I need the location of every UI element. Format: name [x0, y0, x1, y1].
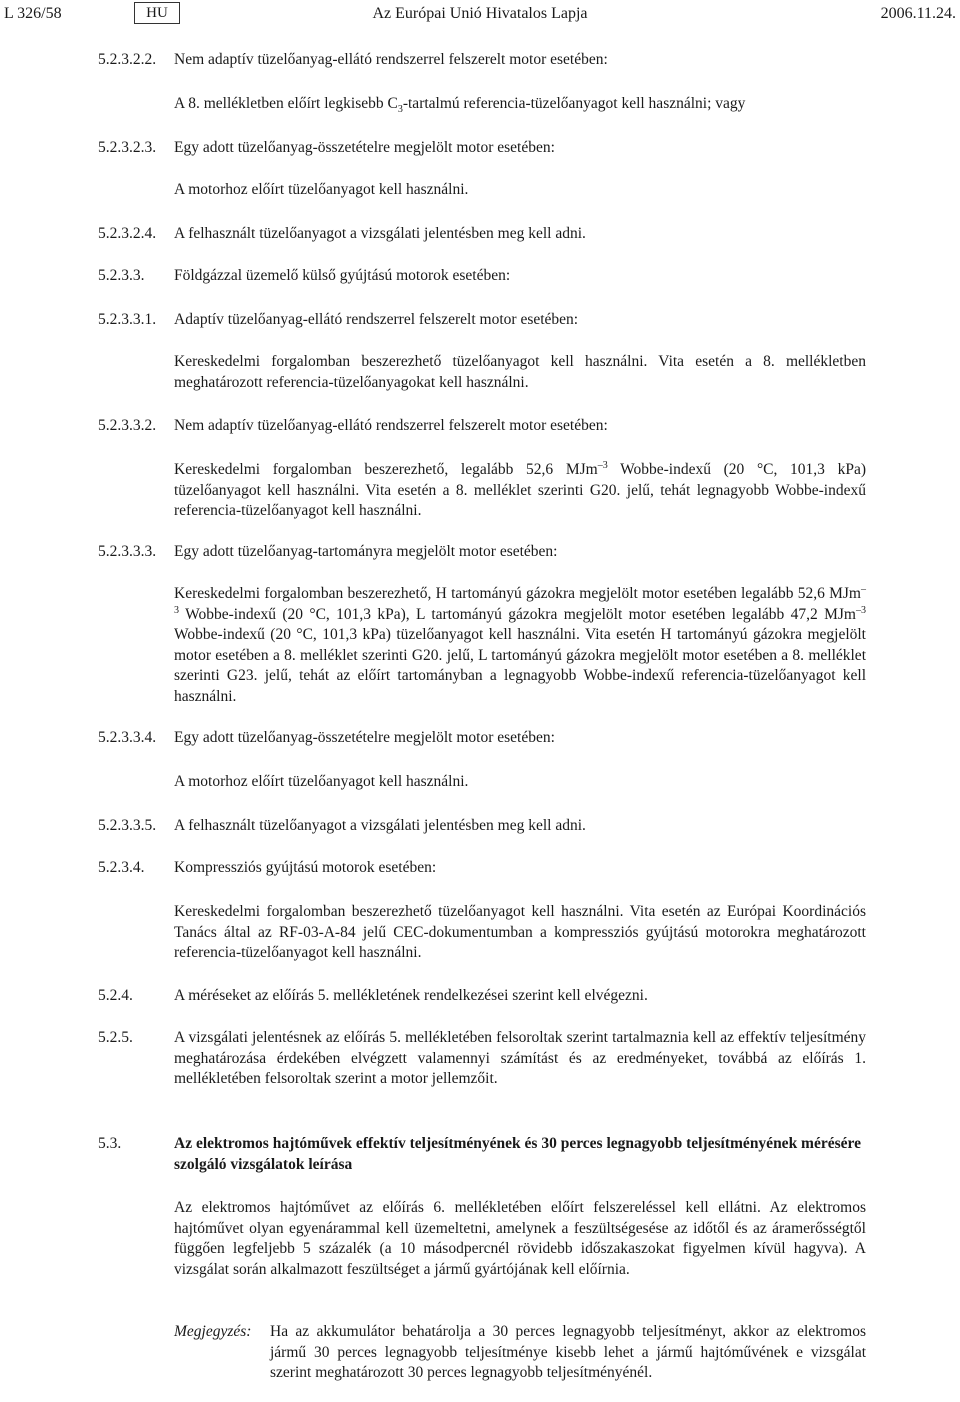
paragraph: Kereskedelmi forgalomban beszerezhető, H tartományú gázokra megjelölt motor esetében legalább 52,6 MJm$^{-3}$ Wobbe-indexű (20 °C, 101,3 kPa), L tartományú gázokra megjelölt motor esetében legalább 47,2 MJm$^{-3}$ Wobbe-indexű (20 °C, 101,3 kPa) tüzelőanyagot kell használni. Vita esetén H tartományú gázokra megjelölt motor esetében a 8. melléklet szerinti G20. jelű, L tartományú gázokra megjelölt motor esetében a 8. melléklet szerinti G23. jelű, tehát az előírt tartományban a legnagyobb Wobbe-indexű referencia-tüzelőanyagot kell használni. [174, 583, 866, 705]
section-number: 5.2.3.3. [98, 267, 145, 284]
section-title: A vizsgálati jelentésnek az előírás 5. mellékletében felsoroltak szerint tartalmaznia kell az effektív teljesítmény meghatározása érdekében elvégzett valamennyi számítást és az eredményeket, továbbá az előírás 1. mellékletében felsoroltak szerint a motor jellemzőit. [174, 1029, 866, 1087]
section-title: Földgázzal üzemelő külső gyújtású motorok esetében: [174, 267, 511, 284]
section-number: 5.2.3.2.3. [98, 139, 157, 156]
section-number: 5.2.4. [98, 987, 133, 1004]
paragraph: A motorhoz előírt tüzelőanyagot kell használni. [174, 773, 469, 790]
section-title: A felhasznált tüzelőanyagot a vizsgálati jelentésben meg kell adni. [174, 817, 586, 834]
section-number: 5.3. [98, 1135, 122, 1152]
section-number: 5.2.3.2.4. [98, 225, 157, 242]
section-title: Kompressziós gyújtású motorok esetében: [174, 859, 437, 876]
publication-date: 2006.11.24. [880, 5, 956, 22]
paragraph: A motorhoz előírt tüzelőanyagot kell használni. [174, 181, 469, 198]
paragraph: A 8. mellékletben előírt legkisebb $C_3$-tartalmú referencia-tüzelőanyagot kell használni; vagy [174, 95, 746, 116]
section-number: 5.2.3.4. [98, 859, 145, 876]
page-header [0, 0, 960, 28]
section-title: Egy adott tüzelőanyag-összetételre megjelölt motor esetében: [174, 729, 555, 746]
section-title: A felhasznált tüzelőanyagot a vizsgálati jelentésben meg kell adni. [174, 225, 586, 242]
section-title: Egy adott tüzelőanyag-tartományra megjelölt motor esetében: [174, 543, 558, 560]
journal-title: Az Európai Unió Hivatalos Lapja [372, 5, 588, 22]
note-text: Ha az akkumulátor behatárolja a 30 perces legnagyobb teljesítményt, akkor az elektromos jármű 30 perces legnagyobb teljesítménye kisebb lehet a jármű hajtóművének e vizsgálat szerint meghatározott 30 perces legnagyobb teljesítményénél. [270, 1323, 866, 1381]
section-number: 5.2.3.3.1. [98, 311, 157, 328]
section-number: 5.2.5. [98, 1029, 133, 1046]
section-number: 5.2.3.3.2. [98, 417, 157, 434]
page-number: L 326/58 [4, 5, 62, 22]
paragraph: Kereskedelmi forgalomban beszerezhető, legalább 52,6 MJm$^{-3}$ Wobbe-indexű (20 °C, 101,3 kPa) tüzelőanyagot kell használni. Vita esetén a 8. melléklet szerinti G20. jelű, tehát legnagyobb Wobbe-indexű referencia-tüzelőanyagot kell használni. [174, 459, 866, 519]
section-number: 5.2.3.3.5. [98, 817, 157, 834]
paragraph: Kereskedelmi forgalomban beszerezhető tüzelőanyagot kell használni. Vita esetén az Európai Koordinációs Tanács által az RF-03-A-84 jelű CEC-dokumentumban a kompressziós gyújtású motorokra meghatározott referencia-tüzelőanyagot kell használni. [174, 903, 866, 961]
paragraph: Kereskedelmi forgalomban beszerezhető tüzelőanyagot kell használni. Vita esetén a 8. mellékletben meghatározott referencia-tüzelőanyagokat kell használni. [174, 353, 866, 391]
section-heading: Az elektromos hajtóművek effektív teljesítményének és 30 perces legnagyobb teljesítményének mérésére szolgáló vizsgálatok leírása [174, 1135, 862, 1173]
language-badge: HU [134, 2, 180, 24]
section-title: Egy adott tüzelőanyag-összetételre megjelölt motor esetében: [174, 139, 555, 156]
section-title: A méréseket az előírás 5. mellékletének rendelkezései szerint kell elvégezni. [174, 987, 648, 1004]
section-title: Adaptív tüzelőanyag-ellátó rendszerrel felszerelt motor esetében: [174, 311, 579, 328]
paragraph: Az elektromos hajtóművet az előírás 6. mellékletében előírt felszereléssel kell ellátni. Az elektromos hajtóművet olyan egyenárammal kell üzemeltetni, amelynek a feszültségesése az időtől és az áramerősségtől függően legfeljebb 5 százalék (a 10 másodpercnél rövidebb időszakaszokat figyelmen kívül hagyva). A vizsgálat során alkalmazott feszültséget a jármű gyártójának kell előírnia. [174, 1199, 866, 1278]
section-title: Nem adaptív tüzelőanyag-ellátó rendszerrel felszerelt motor esetében: [174, 51, 608, 68]
section-number: 5.2.3.2.2. [98, 51, 157, 68]
section-number: 5.2.3.3.4. [98, 729, 157, 746]
note-label: Megjegyzés: [174, 1323, 252, 1340]
section-title: Nem adaptív tüzelőanyag-ellátó rendszerrel felszerelt motor esetében: [174, 417, 608, 434]
section-number: 5.2.3.3.3. [98, 543, 157, 560]
